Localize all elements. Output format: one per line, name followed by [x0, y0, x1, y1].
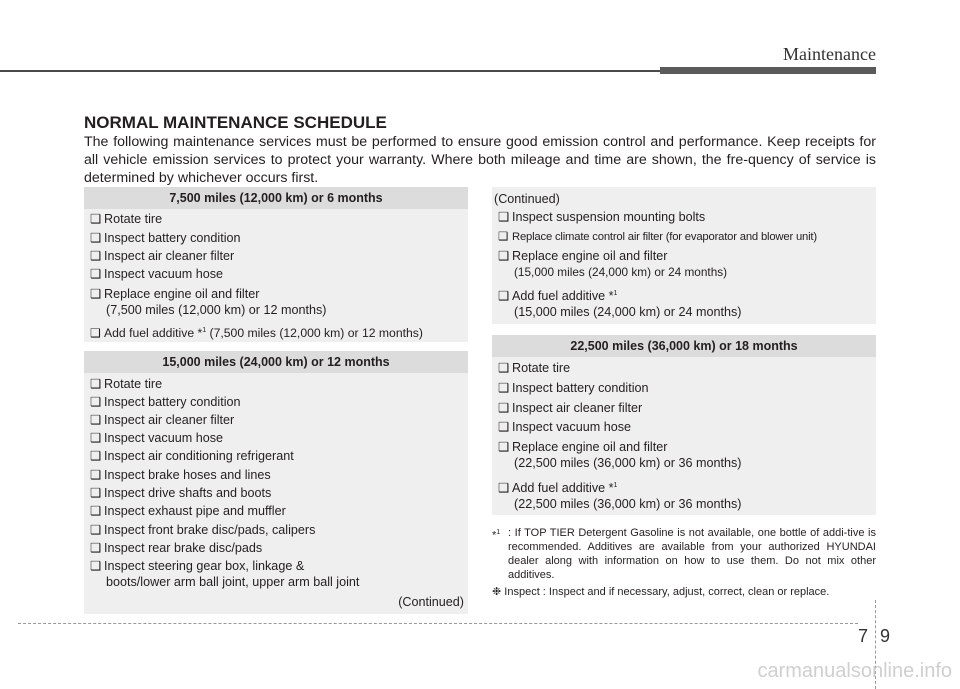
list-item: ❑ Inspect exhaust pipe and muffler	[90, 504, 286, 518]
list-item: ❑ Replace climate control air filter (for evaporator and blower unit)	[498, 231, 817, 243]
header-rule	[0, 70, 660, 72]
list-item: ❑ Inspect vacuum hose	[90, 431, 224, 445]
panel-header: 22,500 miles (36,000 km) or 18 months	[492, 335, 876, 357]
chapter-title: Maintenance	[783, 44, 876, 64]
list-item: ❑ Inspect drive shafts and boots	[90, 486, 272, 500]
checkbox-icon: ❑	[498, 289, 510, 304]
checkbox-icon: ❑	[90, 559, 102, 573]
checkbox-icon: ❑	[90, 249, 102, 263]
chapter-number: 7	[858, 626, 869, 646]
list-item: ❑ Inspect vacuum hose	[90, 267, 224, 281]
checkbox-icon: ❑	[90, 212, 102, 226]
list-item: ❑ Inspect steering gear box, linkage & boots/lower arm ball joint, upper arm ball joint	[90, 559, 360, 589]
list-item: ❑ Replace engine oil and filter (7,500 miles (12,000 km) or 12 months)	[90, 287, 327, 317]
checkbox-icon: ❑	[498, 210, 510, 224]
list-item: ❑ Add fuel additive *$^1$ (22,500 miles (36,000 km) or 36 months)	[498, 481, 742, 512]
checkbox-icon: ❑	[498, 440, 510, 454]
section-title: NORMAL MAINTENANCE SCHEDULE	[84, 113, 387, 132]
list-item: ❑ Inspect battery condition	[90, 395, 241, 409]
footnote-inspect: ❉ Inspect : Inspect and if necessary, adjust, correct, clean or replace.	[492, 586, 830, 598]
schedule-panel-7500	[84, 187, 468, 342]
checkbox-icon: ❑	[498, 231, 508, 243]
list-item: ❑ Add fuel additive *$^1$ (15,000 miles (24,000 km) or 24 months)	[498, 289, 742, 320]
list-item: ❑ Inspect air cleaner filter	[498, 401, 643, 415]
list-item: ❑ Inspect brake hoses and lines	[90, 468, 271, 482]
inspect-symbol-icon: ❉	[492, 586, 502, 598]
panel-header: 7,500 miles (12,000 km) or 6 months	[84, 187, 468, 209]
list-item: ❑ Rotate tire	[498, 361, 571, 375]
list-item: ❑ Rotate tire	[90, 212, 163, 226]
checkbox-icon: ❑	[498, 249, 510, 263]
list-item: ❑ Replace engine oil and filter (22,500 miles (36,000 km) or 36 months)	[498, 440, 742, 470]
checkbox-icon: ❑	[498, 401, 510, 415]
list-item: ❑ Inspect air cleaner filter	[90, 249, 235, 263]
list-item: ❑ Inspect vacuum hose	[498, 420, 632, 434]
list-item: ❑ Inspect suspension mounting bolts	[498, 210, 706, 224]
list-item: ❑ Rotate tire	[90, 377, 163, 391]
checkbox-icon: ❑	[498, 481, 510, 496]
checkbox-icon: ❑	[90, 413, 102, 427]
checkbox-icon: ❑	[90, 431, 102, 445]
list-item: ❑ Inspect front brake disc/pads, calipers	[90, 523, 316, 537]
footnote-additive: *$^1$ : If TOP TIER Detergent Gasoline is not available, one bottle of addi-tive is recommended. Additives are available from your authorized HYUNDAI dealer along with information on how to use them. Do not mix other additives.	[492, 527, 876, 581]
footer-rule	[18, 623, 858, 624]
schedule-panel-15000-continued	[492, 187, 876, 324]
list-item: ❑ Inspect air conditioning refrigerant	[90, 449, 294, 463]
continued-label: (Continued)	[398, 595, 464, 609]
list-item: ❑ Inspect battery condition	[498, 381, 649, 395]
page-number: 9	[880, 626, 891, 646]
panel-header: 15,000 miles (24,000 km) or 12 months	[84, 351, 468, 373]
checkbox-icon: ❑	[90, 395, 102, 409]
header-rule-accent	[660, 67, 876, 74]
checkbox-icon: ❑	[90, 523, 102, 537]
list-item: ❑ Inspect battery condition	[90, 231, 241, 245]
checkbox-icon: ❑	[90, 504, 102, 518]
checkbox-icon: ❑	[498, 361, 510, 375]
checkbox-icon: ❑	[498, 381, 510, 395]
checkbox-icon: ❑	[90, 326, 101, 341]
watermark: carmanualsonline.info	[757, 660, 952, 682]
checkbox-icon: ❑	[498, 420, 510, 434]
schedule-panel-15000	[84, 351, 468, 614]
checkbox-icon: ❑	[90, 377, 102, 391]
checkbox-icon: ❑	[90, 287, 102, 301]
checkbox-icon: ❑	[90, 541, 102, 555]
schedule-panel-22500	[492, 335, 876, 515]
list-item: ❑ Replace engine oil and filter (15,000 miles (24,000 km) or 24 months)	[498, 249, 728, 279]
checkbox-icon: ❑	[90, 486, 102, 500]
intro-paragraph: The following maintenance services must be performed to ensure good emission control and performance. Keep receipts for all vehicle emission services to protect your warranty. Where both mileage and time are shown, the fre-quency of service is determined by whichever occurs first.	[84, 134, 876, 186]
checkbox-icon: ❑	[90, 449, 102, 463]
list-item: ❑ Add fuel additive *$^1$ (7,500 miles (12,000 km) or 12 months)	[90, 326, 423, 341]
checkbox-icon: ❑	[90, 231, 102, 245]
continued-label: (Continued)	[494, 192, 560, 206]
checkbox-icon: ❑	[90, 468, 102, 482]
list-item: ❑ Inspect rear brake disc/pads	[90, 541, 263, 555]
list-item: ❑ Inspect air cleaner filter	[90, 413, 235, 427]
checkbox-icon: ❑	[90, 267, 102, 281]
